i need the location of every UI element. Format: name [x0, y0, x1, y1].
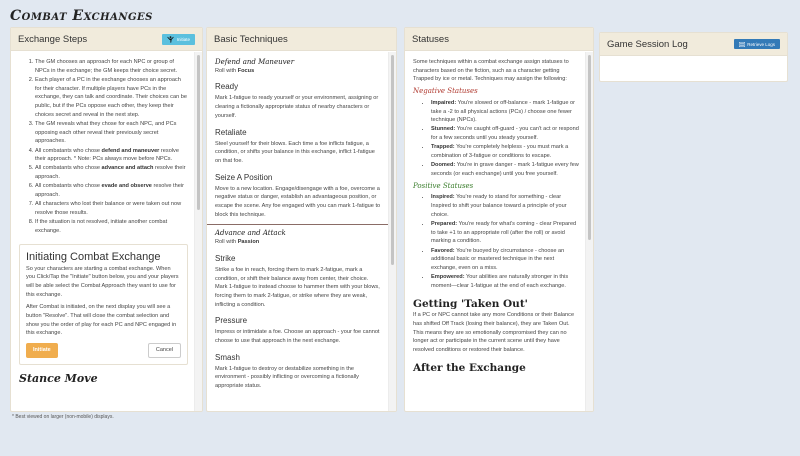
initiating-para-1: So your characters are starting a combat exchange. When you Click/Tap the "Initiate" button below, you and your players will be able select the Combat Approach they want to use for this exchange.: [26, 265, 179, 298]
status-item: • Impaired: You're slowed or off-balance - mark 1-fatigue or take a -2 to all physical actions (PCs) / choose one fewer technique (NPCs).: [431, 99, 579, 125]
negative-statuses-list: [413, 99, 579, 179]
technique-title: Seize A Position: [215, 172, 273, 182]
step-item: 2. Each player of a PC in the exchange chooses an approach for their character. If multiple players have PCs in the exchange, they can talk and coordinate. Their choices can be public, but if the PCs oppose each other, they keep their choices secret and reveal in the next step.: [35, 76, 188, 120]
step-item: 3. The GM reveals what they chose for each NPC, and PCs opposing each other reveal their previously secret approaches.: [35, 120, 188, 146]
exchange-steps-list: [19, 58, 188, 236]
approach-divider: [207, 224, 396, 225]
technique-desc: Steel yourself for their blows. Each time a foe inflicts fatigue, a condition, or shifts your balance in this exchange, inflict 1-fatigue on that foe.: [215, 140, 375, 164]
list-icon: [739, 42, 745, 47]
technique-title: Strike: [215, 253, 236, 263]
status-item: • Trapped: You're completely helpless - you must mark a combination of 3-fatigue or conditions to escape.: [431, 143, 579, 160]
basic-techniques-body: [207, 52, 396, 411]
technique-desc: Mark 1-fatigue to destroy or destabilize something in the environment - possibly inflicting or overcoming a fictionally appropriate status.: [215, 365, 359, 390]
technique-desc: Strike a foe in reach, forcing them to mark 2-fatigue, mark a condition, or shift their balance away from center, their choice. Mark 1-fatigue to instead choose to hammer them with your blows, forcing them to mark 2-fatigue, or strike where they are weak, inflicting a condition.: [215, 266, 380, 308]
statuses-panel: [404, 27, 594, 412]
exchange-steps-panel: [10, 27, 203, 412]
step-item: 5. All combatants who chose advance and attach resolve their approach.: [35, 164, 188, 181]
status-item: • Stunned: You're caught off-guard - you can't act or respond for a few seconds until you steady yourself.: [431, 125, 579, 142]
fighter-icon: [167, 36, 174, 43]
positive-statuses-title: Positive Statuses: [413, 181, 474, 190]
step-item: 1. The GM chooses an approach for each NPC or group of NPCs in the exchange; the GM keeps their choice secret.: [35, 58, 188, 75]
approach-title: Defend and Maneuver: [215, 58, 295, 66]
basic-techniques-header: [207, 28, 396, 51]
roll-with: Roll with Passion: [215, 239, 260, 246]
statuses-title: Statuses: [412, 33, 449, 45]
status-item: • Inspired: You're ready to stand for something - clear Inspired to shift your balance toward a principle of your choice.: [431, 193, 579, 219]
statuses-intro: Some techniques within a combat exchange assign statuses to characters based on the fiction, such as a character getting Trapped by ice or metal. Techniques may assign the following:: [413, 59, 569, 83]
session-log-title: Game Session Log: [607, 38, 688, 50]
initiate-header-button[interactable]: [162, 34, 195, 45]
page-title: Combat Exchanges: [10, 8, 153, 24]
roll-with: Roll with Focus: [215, 67, 255, 74]
negative-statuses-title: Negative Statuses: [413, 87, 478, 96]
step-item: 8. If the situation is not resolved, initiate another combat exchange.: [35, 218, 188, 235]
exchange-steps-title: Exchange Steps: [18, 33, 88, 45]
exchange-steps-header: [11, 28, 202, 51]
technique-desc: Move to a new location. Engage/disengage with a foe, overcome a negative status or danger, establish an advantageous position, or escape the scene. Any foe engaged with you can mark 1-fatigue to block this technique.: [215, 185, 381, 218]
roll-stat: Focus: [237, 67, 255, 74]
exchange-steps-body: [11, 52, 202, 411]
technique-desc: Impress or intimidate a foe. Choose an approach - your foe cannot choose to use that approach in the next exchange.: [215, 329, 380, 345]
exchange-steps-scrollbar[interactable]: [194, 52, 202, 411]
basic-techniques-scrollbar[interactable]: [388, 52, 396, 411]
initiate-header-label: Initiate: [176, 36, 190, 42]
basic-techniques-panel: [206, 27, 397, 412]
scroll-thumb[interactable]: [391, 55, 394, 265]
status-item: • Favored: You're buoyed by circumstance - choose an additional basic or mastered technique in the next exchange, even on a miss.: [431, 247, 579, 273]
basic-techniques-title: Basic Techniques: [214, 33, 288, 45]
initiate-button[interactable]: Initiate: [26, 343, 58, 358]
session-log-body: [600, 57, 787, 81]
status-item: • Doomed: You're in grave danger - mark 1-fatigue every few seconds (or each exchange) until you free yourself.: [431, 161, 579, 178]
step-item: 4. All combatants who chose defend and maneuver resolve their approach. * Note: PCs always move before NPCs.: [35, 147, 188, 164]
initiating-combat-box: [19, 244, 188, 366]
session-log-header: [600, 33, 787, 56]
statuses-body: [405, 52, 593, 411]
approach-name: defend and maneuver: [101, 147, 160, 154]
retrieve-logs-button[interactable]: [734, 39, 780, 49]
status-item: • Prepared: You're ready for what's coming - clear Prepared to take +1 to an appropriate roll (after the roll) or avoid marking a condition.: [431, 220, 579, 246]
after-exchange-title: After the Exchange: [413, 361, 526, 374]
roll-stat: Passion: [237, 239, 260, 246]
positive-statuses-list: [413, 193, 579, 290]
cancel-button[interactable]: Cancel: [148, 343, 181, 358]
technique-title: Ready: [215, 82, 239, 92]
stance-move-title: Stance Move: [19, 372, 98, 386]
approach-title: Advance and Attack: [215, 229, 286, 238]
statuses-header: [405, 28, 593, 51]
approach-name: evade and observe: [101, 183, 152, 190]
technique-desc: Mark 1-fatigue to ready yourself or your environment, assigning or clearing a fictionally appropriate status of nearby characters or yourself.: [215, 95, 379, 119]
initiating-title: Initiating Combat Exchange: [26, 250, 161, 263]
initiating-para-2: After Combat is initiated, on the next display you will see a button "Resolve". That will close the combat selection and show you the order of play for each PC and NPC engaged in this exchange.: [26, 304, 177, 337]
scroll-thumb[interactable]: [588, 55, 591, 240]
retrieve-logs-label: Retrieve Logs: [747, 41, 775, 47]
statuses-scrollbar[interactable]: [585, 52, 593, 411]
step-item: 6. All combatants who chose evade and observe resolve their approach.: [35, 182, 188, 199]
taken-out-text: If a PC or NPC cannot take any more Conditions or their Balance has shifted Off Track (losing their balance), they are Taken Out. This means they are so emotionally compromised they can no longer act or participate in the current scene until they have resolved conditions or restored their balance.: [413, 312, 575, 354]
technique-title: Smash: [215, 352, 240, 362]
scroll-thumb[interactable]: [197, 55, 200, 210]
approach-name: advance and attach: [101, 165, 154, 172]
technique-title: Pressure: [215, 316, 248, 326]
initiating-actions: [26, 343, 181, 358]
status-item: • Empowered: Your abilities are naturally stronger in this moment—clear 1-fatigue at the end of each exchange.: [431, 273, 579, 290]
session-log-panel: [599, 32, 788, 82]
taken-out-title: Getting 'Taken Out': [413, 297, 528, 310]
step-item: 7. All characters who lost their balance or were taken out now resolve those results.: [35, 200, 188, 217]
footnote: * Best viewed on larger (non-mobile) displays.: [12, 414, 114, 420]
technique-title: Retaliate: [215, 127, 247, 137]
